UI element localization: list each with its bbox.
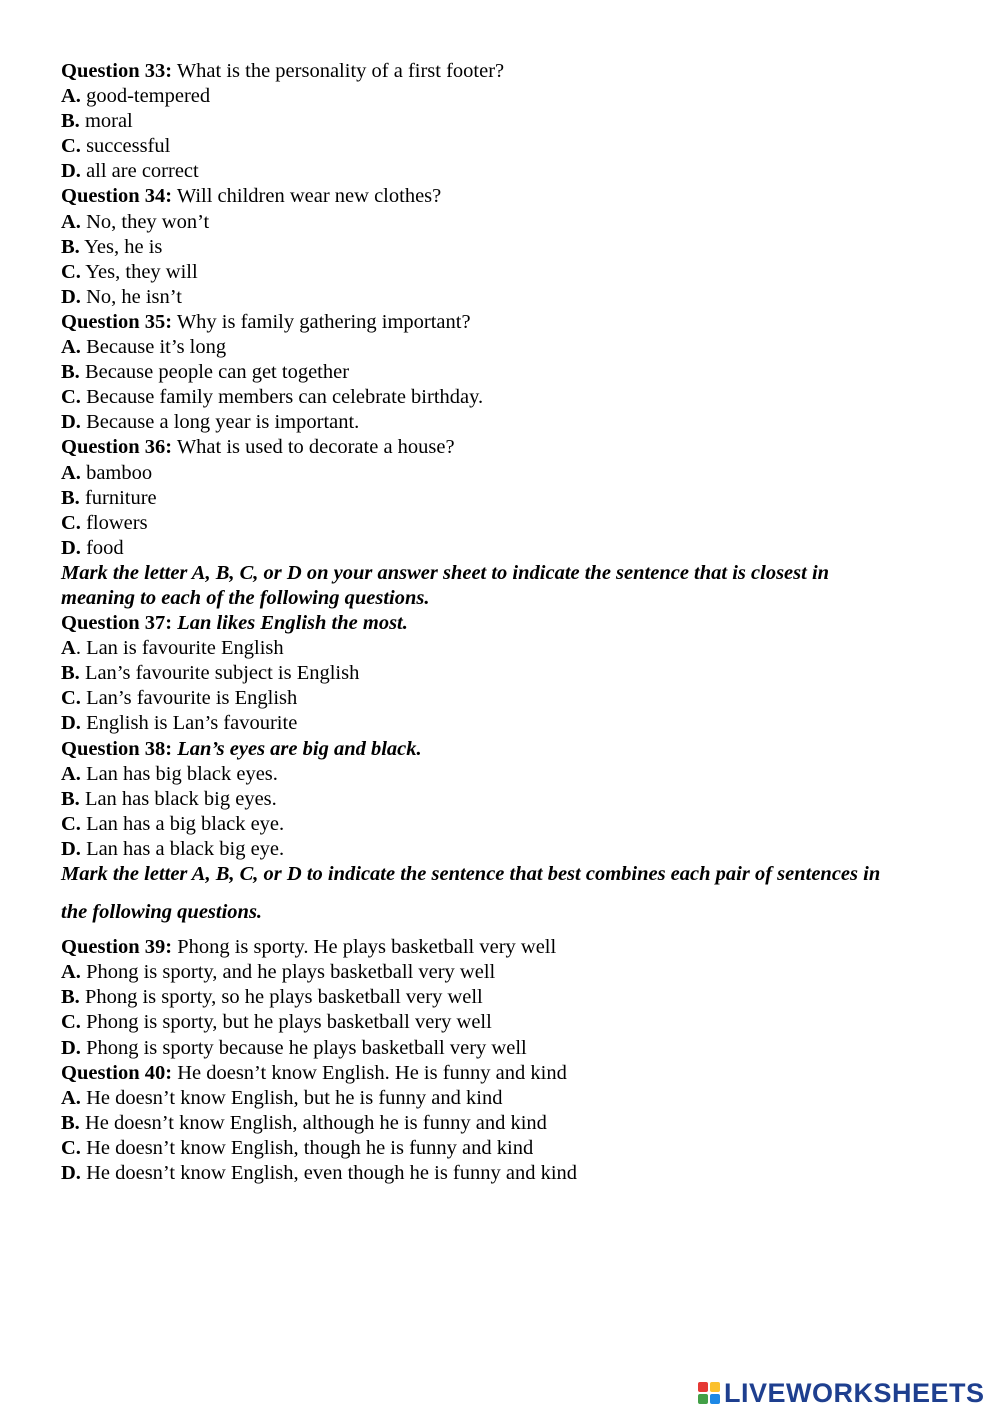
option-letter: A.	[61, 961, 81, 984]
option-text: . Lan is favourite English	[75, 637, 284, 660]
option-text: flowers	[80, 511, 148, 534]
option-letter: D.	[61, 712, 81, 735]
option-letter: C.	[61, 386, 81, 409]
option-b	[61, 486, 961, 511]
option-c	[61, 1010, 961, 1035]
logo-tile-red	[698, 1382, 708, 1392]
question-39	[61, 935, 961, 960]
option-d	[61, 536, 961, 561]
option-a	[61, 762, 961, 787]
question-label: Question 36:	[61, 436, 173, 459]
option-a	[61, 335, 961, 360]
question-37	[61, 611, 961, 636]
question-block-39-40	[61, 935, 961, 1186]
logo-tile-blue	[710, 1394, 720, 1404]
instruction-line: the following questions.	[61, 901, 263, 924]
question-text: What is used to decorate a house?	[172, 436, 455, 459]
instruction-line: Mark the letter A, B, C, or D on your answer sheet to indicate the sentence that is closest in	[61, 561, 830, 584]
option-letter: D.	[61, 160, 81, 183]
worksheet-page	[61, 59, 961, 1186]
option-text: Lan’s favourite is English	[80, 687, 298, 710]
option-text: Yes, they will	[80, 260, 198, 283]
option-letter: B.	[61, 1111, 80, 1134]
option-d	[61, 1161, 961, 1186]
option-letter: C.	[61, 1136, 81, 1159]
question-label: Question 40:	[61, 1061, 173, 1084]
option-letter: D.	[61, 1162, 81, 1185]
question-35	[61, 310, 961, 335]
option-text: English is Lan’s favourite	[80, 712, 298, 735]
option-letter: C.	[61, 511, 81, 534]
option-text: bamboo	[80, 461, 153, 484]
option-letter: C.	[61, 812, 81, 835]
question-40	[61, 1061, 961, 1086]
option-d	[61, 1036, 961, 1061]
option-text: No, he isn’t	[80, 285, 182, 308]
option-letter: B.	[61, 486, 80, 509]
question-38	[61, 737, 961, 762]
option-letter: A.	[61, 762, 81, 785]
question-text: Lan’s eyes are big and black.	[172, 737, 422, 760]
option-letter: B.	[61, 662, 80, 685]
option-text: food	[80, 536, 124, 559]
option-letter: A.	[61, 85, 81, 108]
option-letter: D.	[61, 285, 81, 308]
option-b	[61, 1111, 961, 1136]
option-b	[61, 661, 961, 686]
option-text: furniture	[79, 486, 157, 509]
option-a	[61, 461, 961, 486]
option-c	[61, 812, 961, 837]
option-letter: A.	[61, 461, 81, 484]
option-text: Because family members can celebrate birthday.	[80, 386, 484, 409]
option-text: He doesn’t know English, even though he is funny and kind	[80, 1162, 578, 1185]
question-label: Question 38:	[61, 737, 173, 760]
option-b	[61, 985, 961, 1010]
question-36	[61, 435, 961, 460]
instruction-closest-meaning	[61, 561, 961, 611]
option-a	[61, 1086, 961, 1111]
option-letter: C.	[61, 135, 81, 158]
option-letter: A.	[61, 336, 81, 359]
option-text: Lan has big black eyes.	[80, 762, 278, 785]
logo-tile-yellow	[710, 1382, 720, 1392]
option-text: good-tempered	[80, 85, 211, 108]
option-letter: A.	[61, 1086, 81, 1109]
option-c	[61, 686, 961, 711]
option-text: Phong is sporty, and he plays basketball very well	[80, 961, 496, 984]
option-a	[61, 84, 961, 109]
question-34	[61, 184, 961, 209]
option-letter: B.	[61, 986, 80, 1009]
question-text: Why is family gathering important?	[172, 310, 471, 333]
liveworksheets-logo[interactable]	[698, 1378, 985, 1408]
question-text: Will children wear new clothes?	[172, 185, 442, 208]
option-text: Lan has a black big eye.	[80, 837, 285, 860]
option-text: Lan has a big black eye.	[80, 812, 285, 835]
liveworksheets-logo-icon	[698, 1382, 720, 1404]
option-b	[61, 235, 961, 260]
instruction-line: Mark the letter A, B, C, or D to indicate the sentence that best combines each pair of sentences in	[61, 863, 881, 885]
instruction-line: meaning to each of the following questions.	[61, 586, 430, 609]
option-b	[61, 360, 961, 385]
option-a	[61, 960, 961, 985]
logo-tile-green	[698, 1394, 708, 1404]
option-text: moral	[79, 110, 133, 133]
option-text: Phong is sporty, but he plays basketball very well	[80, 1011, 492, 1034]
option-c	[61, 260, 961, 285]
question-block-33-36	[61, 59, 961, 561]
instruction-combine-sentences	[61, 862, 961, 925]
option-letter: C.	[61, 260, 81, 283]
question-label: Question 34:	[61, 185, 173, 208]
question-text: What is the personality of a first footer?	[172, 60, 505, 82]
option-d	[61, 837, 961, 862]
option-c	[61, 511, 961, 536]
option-letter: A.	[61, 210, 81, 233]
option-text: He doesn’t know English, but he is funny and kind	[80, 1086, 503, 1109]
option-text: He doesn’t know English, though he is funny and kind	[80, 1136, 534, 1159]
option-text: Because people can get together	[79, 361, 350, 384]
option-d	[61, 285, 961, 310]
option-letter: D.	[61, 837, 81, 860]
question-text: Phong is sporty. He plays basketball very well	[172, 936, 557, 959]
option-c	[61, 134, 961, 159]
option-text: Because it’s long	[80, 336, 227, 359]
question-label: Question 37:	[61, 612, 173, 635]
option-d	[61, 159, 961, 184]
question-label: Question 35:	[61, 310, 173, 333]
option-letter: D.	[61, 536, 81, 559]
option-a	[61, 636, 961, 661]
option-d	[61, 711, 961, 736]
option-text: successful	[80, 135, 171, 158]
option-letter: B.	[61, 787, 80, 810]
option-letter: C.	[61, 1011, 81, 1034]
option-letter: B.	[61, 235, 80, 258]
option-text: Phong is sporty because he plays basketball very well	[80, 1036, 527, 1059]
option-letter: D.	[61, 411, 81, 434]
option-letter: B.	[61, 110, 80, 133]
option-text: Because a long year is important.	[80, 411, 360, 434]
question-text: Lan likes English the most.	[172, 612, 408, 635]
option-c	[61, 385, 961, 410]
option-letter: D.	[61, 1036, 81, 1059]
question-text: He doesn’t know English. He is funny and kind	[172, 1061, 567, 1084]
question-label: Question 39:	[61, 936, 173, 959]
option-text: Yes, he is	[79, 235, 163, 258]
question-33	[61, 59, 961, 84]
option-text: No, they won’t	[80, 210, 210, 233]
option-text: He doesn’t know English, although he is funny and kind	[79, 1111, 547, 1134]
option-d	[61, 410, 961, 435]
option-b	[61, 787, 961, 812]
option-text: Lan’s favourite subject is English	[79, 662, 360, 685]
option-c	[61, 1136, 961, 1161]
question-block-37-38	[61, 611, 961, 862]
option-text: Lan has black big eyes.	[79, 787, 277, 810]
option-b	[61, 109, 961, 134]
option-letter: C.	[61, 687, 81, 710]
option-text: Phong is sporty, so he plays basketball very well	[79, 986, 483, 1009]
liveworksheets-logo-text: LIVEWORKSHEETS	[724, 1378, 985, 1408]
option-letter: A	[61, 637, 76, 660]
option-text: all are correct	[80, 160, 199, 183]
question-label: Question 33:	[61, 60, 173, 82]
option-a	[61, 210, 961, 235]
option-letter: B.	[61, 361, 80, 384]
